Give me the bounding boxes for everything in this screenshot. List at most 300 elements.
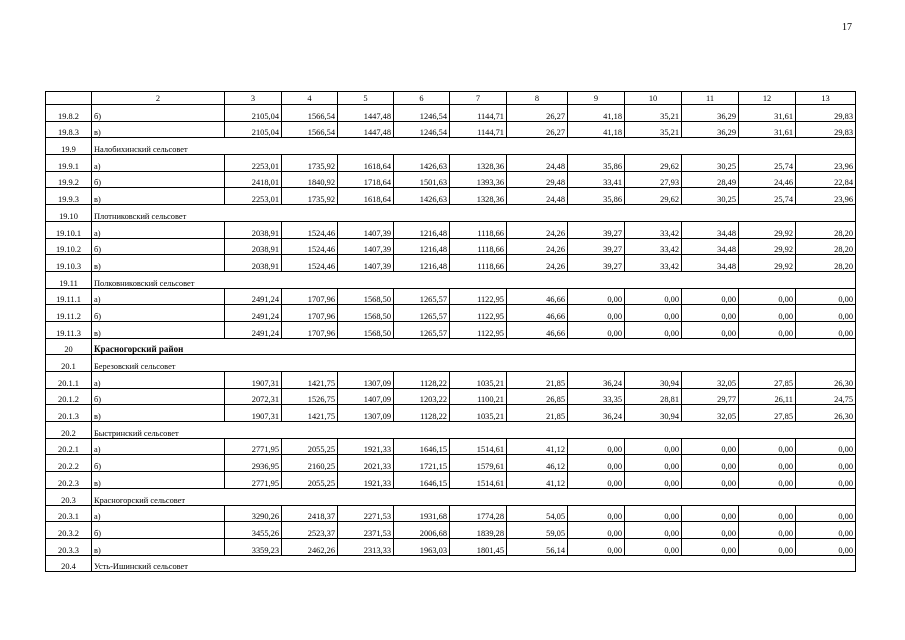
- row-label: в): [92, 188, 225, 205]
- row-code: 20.4: [46, 555, 92, 572]
- value-cell: 1840,92: [282, 171, 338, 188]
- table-row: [46, 221, 856, 238]
- value-cell: 41,12: [507, 438, 568, 455]
- value-cell: 1307,09: [338, 405, 394, 422]
- table-row: [46, 538, 856, 555]
- value-cell: 34,48: [682, 255, 739, 272]
- row-label: в): [92, 405, 225, 422]
- value-cell: 0,00: [568, 288, 625, 305]
- value-cell: 1426,63: [394, 188, 450, 205]
- row-code: 19.8.3: [46, 121, 92, 138]
- value-cell: 1144,71: [450, 105, 507, 122]
- value-cell: 36,24: [568, 372, 625, 389]
- value-cell: 29,62: [625, 155, 682, 172]
- row-code: 19.11.1: [46, 288, 92, 305]
- table-row: [46, 388, 856, 405]
- page-number: 17: [842, 22, 852, 33]
- row-label: б): [92, 105, 225, 122]
- value-cell: 2491,24: [225, 288, 282, 305]
- value-cell: 2491,24: [225, 305, 282, 322]
- section-row: [46, 555, 856, 572]
- value-cell: 2491,24: [225, 321, 282, 338]
- value-cell: 1118,66: [450, 238, 507, 255]
- value-cell: 1265,57: [394, 305, 450, 322]
- table-row: [46, 522, 856, 539]
- value-cell: 41,18: [568, 121, 625, 138]
- value-cell: 24,75: [796, 388, 856, 405]
- row-label: в): [92, 255, 225, 272]
- section-title: Березовский сельсовет: [92, 355, 856, 372]
- value-cell: 0,00: [568, 455, 625, 472]
- section-title: Плотниковский сельсовет: [92, 205, 856, 222]
- value-cell: 30,94: [625, 405, 682, 422]
- row-code: 20.2.1: [46, 438, 92, 455]
- value-cell: 24,48: [507, 188, 568, 205]
- value-cell: 36,29: [682, 121, 739, 138]
- value-cell: 0,00: [625, 505, 682, 522]
- value-cell: 1566,54: [282, 105, 338, 122]
- value-cell: 1122,95: [450, 305, 507, 322]
- value-cell: 29,92: [739, 238, 796, 255]
- value-cell: 23,96: [796, 155, 856, 172]
- value-cell: 1407,39: [338, 238, 394, 255]
- value-cell: 25,74: [739, 188, 796, 205]
- table-row: [46, 238, 856, 255]
- value-cell: 0,00: [568, 305, 625, 322]
- value-cell: 1128,22: [394, 372, 450, 389]
- value-cell: 33,42: [625, 221, 682, 238]
- value-cell: 0,00: [682, 538, 739, 555]
- value-cell: 1035,21: [450, 405, 507, 422]
- value-cell: 1216,48: [394, 255, 450, 272]
- value-cell: 36,29: [682, 105, 739, 122]
- value-cell: 1735,92: [282, 188, 338, 205]
- value-cell: 1144,71: [450, 121, 507, 138]
- row-code: 20.1.1: [46, 372, 92, 389]
- value-cell: 1839,28: [450, 522, 507, 539]
- value-cell: 39,27: [568, 255, 625, 272]
- value-cell: 0,00: [568, 538, 625, 555]
- row-label: а): [92, 438, 225, 455]
- value-cell: 2105,04: [225, 105, 282, 122]
- value-cell: 26,27: [507, 105, 568, 122]
- value-cell: 1801,45: [450, 538, 507, 555]
- value-cell: 1524,46: [282, 221, 338, 238]
- value-cell: 1265,57: [394, 288, 450, 305]
- value-cell: 29,48: [507, 171, 568, 188]
- value-cell: 41,18: [568, 105, 625, 122]
- value-cell: 34,48: [682, 221, 739, 238]
- value-cell: 0,00: [568, 438, 625, 455]
- row-label: а): [92, 221, 225, 238]
- value-cell: 2055,25: [282, 472, 338, 489]
- header-cell: 11: [682, 92, 739, 105]
- value-cell: 1707,96: [282, 288, 338, 305]
- value-cell: 2021,33: [338, 455, 394, 472]
- value-cell: 31,61: [739, 105, 796, 122]
- value-cell: 29,62: [625, 188, 682, 205]
- value-cell: 0,00: [739, 321, 796, 338]
- value-cell: 1035,21: [450, 372, 507, 389]
- header-cell-code: [46, 92, 92, 105]
- value-cell: 26,11: [739, 388, 796, 405]
- value-cell: 1203,22: [394, 388, 450, 405]
- value-cell: 0,00: [625, 438, 682, 455]
- row-label: в): [92, 121, 225, 138]
- value-cell: 1568,50: [338, 288, 394, 305]
- tariff-table: [45, 91, 856, 572]
- section-title: Полковниковский сельсовет: [92, 271, 856, 288]
- value-cell: 1122,95: [450, 321, 507, 338]
- value-cell: 2523,37: [282, 522, 338, 539]
- value-cell: 0,00: [739, 472, 796, 489]
- value-cell: 0,00: [682, 288, 739, 305]
- value-cell: 1931,68: [394, 505, 450, 522]
- row-code: 20.3.3: [46, 538, 92, 555]
- value-cell: 59,05: [507, 522, 568, 539]
- row-label: а): [92, 505, 225, 522]
- value-cell: 1407,09: [338, 388, 394, 405]
- row-code: 19.9.2: [46, 171, 92, 188]
- value-cell: 25,74: [739, 155, 796, 172]
- value-cell: 1735,92: [282, 155, 338, 172]
- value-cell: 2038,91: [225, 238, 282, 255]
- value-cell: 1907,31: [225, 372, 282, 389]
- table-row: [46, 405, 856, 422]
- value-cell: 1526,75: [282, 388, 338, 405]
- value-cell: 35,21: [625, 121, 682, 138]
- value-cell: 2462,26: [282, 538, 338, 555]
- row-code: 20.3.2: [46, 522, 92, 539]
- value-cell: 1421,75: [282, 372, 338, 389]
- value-cell: 46,66: [507, 321, 568, 338]
- value-cell: 46,12: [507, 455, 568, 472]
- section-row: [46, 138, 856, 155]
- value-cell: 0,00: [625, 288, 682, 305]
- value-cell: 26,30: [796, 372, 856, 389]
- value-cell: 32,05: [682, 372, 739, 389]
- row-code: 19.11: [46, 271, 92, 288]
- value-cell: 1707,96: [282, 321, 338, 338]
- value-cell: 0,00: [796, 455, 856, 472]
- value-cell: 2038,91: [225, 255, 282, 272]
- value-cell: 1216,48: [394, 221, 450, 238]
- header-cell: 4: [282, 92, 338, 105]
- header-cell: 2: [92, 92, 225, 105]
- row-code: 20.2: [46, 422, 92, 439]
- value-cell: 2271,53: [338, 505, 394, 522]
- section-row: [46, 205, 856, 222]
- value-cell: 1122,95: [450, 288, 507, 305]
- value-cell: 23,96: [796, 188, 856, 205]
- value-cell: 2418,01: [225, 171, 282, 188]
- section-title: Усть-Ишинский сельсовет: [92, 555, 856, 572]
- row-label: б): [92, 238, 225, 255]
- row-label: б): [92, 171, 225, 188]
- value-cell: 24,46: [739, 171, 796, 188]
- value-cell: 1421,75: [282, 405, 338, 422]
- value-cell: 1568,50: [338, 305, 394, 322]
- value-cell: 24,26: [507, 255, 568, 272]
- value-cell: 1514,61: [450, 438, 507, 455]
- table-header-row: [46, 92, 856, 105]
- table-row: [46, 372, 856, 389]
- value-cell: 1328,36: [450, 188, 507, 205]
- value-cell: 1524,46: [282, 238, 338, 255]
- value-cell: 1118,66: [450, 255, 507, 272]
- value-cell: 1646,15: [394, 438, 450, 455]
- value-cell: 1447,48: [338, 105, 394, 122]
- value-cell: 1579,61: [450, 455, 507, 472]
- value-cell: 26,27: [507, 121, 568, 138]
- row-code: 19.9.1: [46, 155, 92, 172]
- value-cell: 27,85: [739, 405, 796, 422]
- row-code: 19.11.3: [46, 321, 92, 338]
- value-cell: 0,00: [739, 522, 796, 539]
- region-title: Красногорский район: [92, 338, 856, 355]
- row-code: 20.2.3: [46, 472, 92, 489]
- value-cell: 31,61: [739, 121, 796, 138]
- value-cell: 1921,33: [338, 438, 394, 455]
- row-code: 19.10: [46, 205, 92, 222]
- value-cell: 0,00: [796, 438, 856, 455]
- value-cell: 1718,64: [338, 171, 394, 188]
- table-row: [46, 505, 856, 522]
- section-title: Налобихинский сельсовет: [92, 138, 856, 155]
- value-cell: 0,00: [796, 321, 856, 338]
- value-cell: 29,83: [796, 105, 856, 122]
- value-cell: 2253,01: [225, 188, 282, 205]
- table-row: [46, 105, 856, 122]
- value-cell: 35,86: [568, 188, 625, 205]
- value-cell: 1524,46: [282, 255, 338, 272]
- value-cell: 0,00: [796, 538, 856, 555]
- section-row: [46, 355, 856, 372]
- value-cell: 0,00: [796, 505, 856, 522]
- value-cell: 2006,68: [394, 522, 450, 539]
- value-cell: 29,77: [682, 388, 739, 405]
- value-cell: 0,00: [682, 522, 739, 539]
- section-row: [46, 271, 856, 288]
- value-cell: 0,00: [796, 288, 856, 305]
- value-cell: 1426,63: [394, 155, 450, 172]
- value-cell: 2105,04: [225, 121, 282, 138]
- row-code: 19.10.3: [46, 255, 92, 272]
- value-cell: 1447,48: [338, 121, 394, 138]
- section-title: Быстринский сельсовет: [92, 422, 856, 439]
- value-cell: 0,00: [739, 305, 796, 322]
- header-cell: 9: [568, 92, 625, 105]
- value-cell: 0,00: [682, 472, 739, 489]
- value-cell: 2771,95: [225, 472, 282, 489]
- row-code: 20: [46, 338, 92, 355]
- value-cell: 0,00: [625, 305, 682, 322]
- value-cell: 1514,61: [450, 472, 507, 489]
- row-label: б): [92, 522, 225, 539]
- value-cell: 2160,25: [282, 455, 338, 472]
- table-row: [46, 155, 856, 172]
- value-cell: 0,00: [682, 305, 739, 322]
- value-cell: 2418,37: [282, 505, 338, 522]
- section-row: [46, 488, 856, 505]
- table-row: [46, 188, 856, 205]
- value-cell: 33,42: [625, 238, 682, 255]
- value-cell: 1618,64: [338, 188, 394, 205]
- header-cell: 6: [394, 92, 450, 105]
- row-code: 19.8.2: [46, 105, 92, 122]
- value-cell: 1501,63: [394, 171, 450, 188]
- value-cell: 46,66: [507, 305, 568, 322]
- header-cell: 7: [450, 92, 507, 105]
- row-label: а): [92, 372, 225, 389]
- value-cell: 1328,36: [450, 155, 507, 172]
- table-row: [46, 472, 856, 489]
- value-cell: 0,00: [568, 321, 625, 338]
- header-cell: 3: [225, 92, 282, 105]
- value-cell: 0,00: [796, 305, 856, 322]
- value-cell: 3359,23: [225, 538, 282, 555]
- value-cell: 2055,25: [282, 438, 338, 455]
- table-row: [46, 121, 856, 138]
- row-code: 19.10.2: [46, 238, 92, 255]
- section-title: Красногорский сельсовет: [92, 488, 856, 505]
- region-row: [46, 338, 856, 355]
- value-cell: 1774,28: [450, 505, 507, 522]
- value-cell: 1646,15: [394, 472, 450, 489]
- table-row: [46, 305, 856, 322]
- value-cell: 2072,31: [225, 388, 282, 405]
- value-cell: 0,00: [568, 505, 625, 522]
- value-cell: 1265,57: [394, 321, 450, 338]
- value-cell: 1707,96: [282, 305, 338, 322]
- row-label: б): [92, 305, 225, 322]
- value-cell: 1128,22: [394, 405, 450, 422]
- value-cell: 0,00: [739, 538, 796, 555]
- value-cell: 0,00: [625, 455, 682, 472]
- value-cell: 54,05: [507, 505, 568, 522]
- value-cell: 39,27: [568, 221, 625, 238]
- value-cell: 0,00: [625, 522, 682, 539]
- value-cell: 46,66: [507, 288, 568, 305]
- table-row: [46, 455, 856, 472]
- row-label: в): [92, 472, 225, 489]
- value-cell: 0,00: [739, 505, 796, 522]
- value-cell: 1118,66: [450, 221, 507, 238]
- header-cell: 5: [338, 92, 394, 105]
- value-cell: 30,25: [682, 155, 739, 172]
- value-cell: 21,85: [507, 405, 568, 422]
- row-label: в): [92, 538, 225, 555]
- value-cell: 0,00: [625, 538, 682, 555]
- value-cell: 1407,39: [338, 255, 394, 272]
- value-cell: 27,93: [625, 171, 682, 188]
- value-cell: 0,00: [739, 288, 796, 305]
- value-cell: 0,00: [625, 472, 682, 489]
- value-cell: 0,00: [568, 522, 625, 539]
- table-row: [46, 171, 856, 188]
- row-label: б): [92, 388, 225, 405]
- value-cell: 0,00: [682, 321, 739, 338]
- value-cell: 29,92: [739, 255, 796, 272]
- header-cell: 10: [625, 92, 682, 105]
- value-cell: 33,42: [625, 255, 682, 272]
- value-cell: 0,00: [682, 505, 739, 522]
- value-cell: 24,26: [507, 221, 568, 238]
- value-cell: 2253,01: [225, 155, 282, 172]
- table-row: [46, 255, 856, 272]
- value-cell: 28,20: [796, 221, 856, 238]
- value-cell: 0,00: [796, 472, 856, 489]
- value-cell: 24,26: [507, 238, 568, 255]
- value-cell: 3290,26: [225, 505, 282, 522]
- row-label: а): [92, 155, 225, 172]
- table-row: [46, 288, 856, 305]
- value-cell: 0,00: [739, 455, 796, 472]
- value-cell: 0,00: [568, 472, 625, 489]
- header-cell: 8: [507, 92, 568, 105]
- value-cell: 1100,21: [450, 388, 507, 405]
- value-cell: 21,85: [507, 372, 568, 389]
- row-code: 19.11.2: [46, 305, 92, 322]
- value-cell: 56,14: [507, 538, 568, 555]
- value-cell: 1921,33: [338, 472, 394, 489]
- value-cell: 33,41: [568, 171, 625, 188]
- value-cell: 27,85: [739, 372, 796, 389]
- value-cell: 2371,53: [338, 522, 394, 539]
- value-cell: 0,00: [682, 455, 739, 472]
- value-cell: 0,00: [739, 438, 796, 455]
- row-label: а): [92, 288, 225, 305]
- value-cell: 0,00: [796, 522, 856, 539]
- value-cell: 34,48: [682, 238, 739, 255]
- value-cell: 39,27: [568, 238, 625, 255]
- value-cell: 22,84: [796, 171, 856, 188]
- value-cell: 26,85: [507, 388, 568, 405]
- value-cell: 1246,54: [394, 105, 450, 122]
- value-cell: 0,00: [625, 321, 682, 338]
- value-cell: 2038,91: [225, 221, 282, 238]
- row-code: 19.9: [46, 138, 92, 155]
- header-cell: 12: [739, 92, 796, 105]
- value-cell: 28,20: [796, 255, 856, 272]
- value-cell: 2313,33: [338, 538, 394, 555]
- value-cell: 1407,39: [338, 221, 394, 238]
- value-cell: 1307,09: [338, 372, 394, 389]
- row-label: б): [92, 455, 225, 472]
- row-code: 20.1.2: [46, 388, 92, 405]
- value-cell: 1907,31: [225, 405, 282, 422]
- value-cell: 1618,64: [338, 155, 394, 172]
- row-code: 20.1.3: [46, 405, 92, 422]
- value-cell: 1721,15: [394, 455, 450, 472]
- value-cell: 1393,36: [450, 171, 507, 188]
- value-cell: 1566,54: [282, 121, 338, 138]
- value-cell: 3455,26: [225, 522, 282, 539]
- value-cell: 41,12: [507, 472, 568, 489]
- value-cell: 28,20: [796, 238, 856, 255]
- value-cell: 29,92: [739, 221, 796, 238]
- row-label: в): [92, 321, 225, 338]
- value-cell: 30,94: [625, 372, 682, 389]
- value-cell: 35,21: [625, 105, 682, 122]
- value-cell: 1568,50: [338, 321, 394, 338]
- value-cell: 24,48: [507, 155, 568, 172]
- value-cell: 28,49: [682, 171, 739, 188]
- row-code: 20.2.2: [46, 455, 92, 472]
- value-cell: 29,83: [796, 121, 856, 138]
- value-cell: 26,30: [796, 405, 856, 422]
- value-cell: 1216,48: [394, 238, 450, 255]
